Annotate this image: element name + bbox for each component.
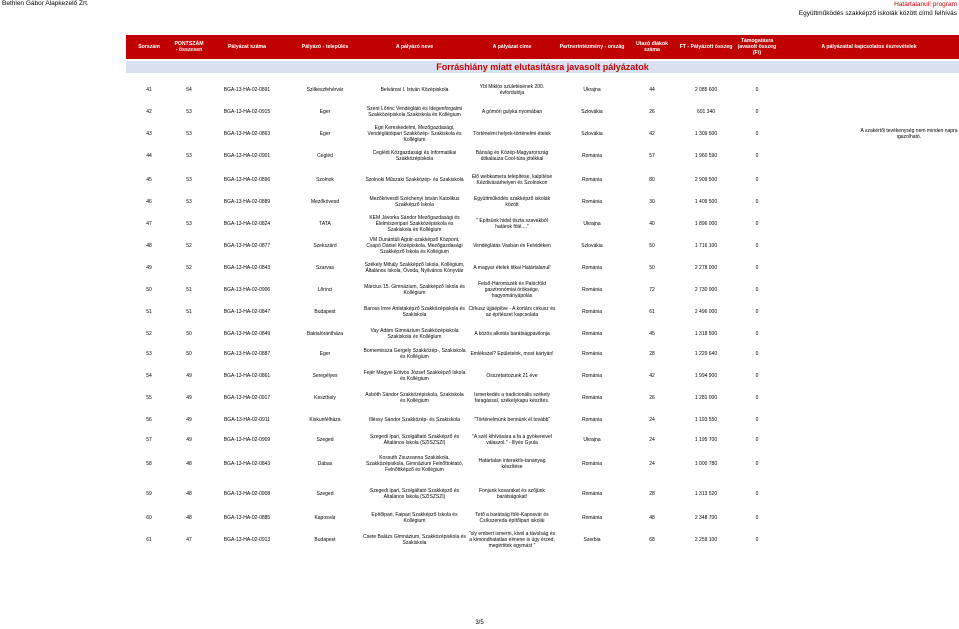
cell-students: 24	[649, 437, 655, 443]
col-header: Utazó diákok száma	[636, 41, 668, 53]
cell-support: 0	[755, 461, 759, 467]
cell-n: 61	[146, 537, 152, 543]
cell-n: 56	[146, 417, 152, 423]
cell-country: Románia	[581, 199, 602, 205]
cell-students: 28	[649, 491, 655, 497]
cell-country: Szlovákia	[581, 131, 603, 137]
cell-id: BGA-13-HA-02-0843	[223, 461, 271, 467]
table-row	[126, 102, 959, 122]
cell-pts: 49	[186, 417, 192, 423]
cell-pts: 53	[186, 109, 192, 115]
cell-city: Budapest	[314, 309, 336, 315]
cell-country: Szlovákia	[581, 109, 603, 115]
program-title: Határtalanul! program	[894, 1, 957, 8]
cell-pts: 51	[186, 309, 192, 315]
col-header: Pályázó - település	[301, 44, 349, 50]
cell-students: 80	[649, 177, 655, 183]
cell-n: 45	[146, 177, 152, 183]
cell-n: 49	[146, 265, 152, 271]
table-row	[126, 508, 959, 528]
cell-n: 53	[146, 351, 152, 357]
cell-students: 26	[649, 109, 655, 115]
cell-pts: 48	[186, 461, 192, 467]
cell-title: Emlékszel? Épületeink, most kártyán!	[470, 351, 554, 357]
cell-n: 58	[146, 461, 152, 467]
cell-pts: 48	[186, 491, 192, 497]
cell-title: Felső-Háromszék és Palócföld gasztronómiai öröksége, hagyományápolás	[478, 281, 546, 299]
cell-amount: 1 994 900	[694, 373, 718, 379]
cell-pts: 52	[186, 243, 192, 249]
cell-amount: 2 496 000	[694, 309, 718, 315]
cell-students: 42	[649, 131, 655, 137]
cell-title: "A szél kihívására a fa a gyökereivel válaszol." - Illyés Gyula	[472, 434, 552, 446]
table-row	[126, 192, 959, 212]
cell-support: 0	[755, 491, 759, 497]
cell-id: BGA-13-HA-02-0861	[223, 373, 271, 379]
cell-country: Románia	[581, 265, 602, 271]
call-subtitle: Együttműködés szakképző iskolák között című felhívás	[798, 10, 957, 17]
cell-name: KEM Jávorka Sándor Mezőgazdasági és Élelmiszeripari Szakközépiskola és Szakiskola és Kollégium	[369, 215, 460, 233]
cell-pts: 48	[186, 515, 192, 521]
table-row	[126, 280, 959, 300]
cell-title: Ybl Miklós születésének 200. évfordulója	[479, 84, 545, 96]
cell-n: 48	[146, 243, 152, 249]
cell-amount: 2 730 000	[694, 287, 718, 293]
cell-students: 72	[649, 287, 655, 293]
cell-title: "Történelmünk bennünk él tovább"	[473, 417, 551, 423]
cell-support: 0	[755, 243, 759, 249]
cell-support: 0	[755, 265, 759, 271]
cell-n: 43	[146, 131, 152, 137]
cell-city: Seregélyes	[312, 373, 338, 379]
table-row	[126, 80, 959, 100]
cell-students: 30	[649, 199, 655, 205]
cell-support: 0	[755, 437, 759, 443]
cell-support: 0	[755, 131, 759, 137]
cell-title: Élő webkamera telepítése, kalpítése Kézdivásárhelyen és Szolnokon	[471, 174, 553, 186]
cell-students: 24	[649, 417, 655, 423]
cell-support: 0	[755, 395, 759, 401]
cell-support: 0	[755, 87, 759, 93]
cell-name: Baross Imre Artistaképző Szakközépiskola és Szakiskola	[364, 306, 465, 318]
cell-name: Csete Balázs Gimnázium, Szakközépiskola és Szakiskola	[363, 534, 466, 546]
cell-support: 0	[755, 221, 759, 227]
cell-id: BGA-13-HA-02-0911	[223, 417, 271, 423]
cell-students: 26	[649, 395, 655, 401]
cell-name: Bornemissza Gergely Szakközép-, Szakiskola és Kollégium	[363, 348, 466, 360]
table-row	[126, 236, 959, 256]
cell-id: BGA-13-HA-02-0847	[223, 309, 271, 315]
reviewer-note: A szakértői tevékenység nem minden napra igazolható.	[860, 128, 958, 140]
col-header: A pályázat címe	[492, 44, 532, 50]
cell-students: 61	[649, 309, 655, 315]
cell-support: 0	[755, 309, 759, 315]
cell-country: Románia	[581, 309, 602, 315]
cell-amount: 2 085 600	[694, 87, 718, 93]
cell-pts: 50	[186, 331, 192, 337]
cell-n: 47	[146, 221, 152, 227]
cell-support: 0	[755, 515, 759, 521]
cell-amount: 1 409 500	[694, 199, 718, 205]
cell-title: Tető a barátság fölé-Kaposvár és Csíkszereda építőipari iskolái	[475, 512, 549, 524]
cell-name: Szolnoki Műszaki Szakközép- és Szakiskola	[365, 177, 464, 183]
table-row	[126, 302, 959, 322]
cell-students: 50	[649, 265, 655, 271]
cell-students: 68	[649, 537, 655, 543]
cell-name: Egri Kereskedelmi, Mezőgazdasági, Vendéglátóipari Szakközép- Szakiskola és Kollégium	[367, 125, 462, 143]
cell-n: 41	[146, 87, 152, 93]
cell-amount: 1 281 000	[694, 395, 718, 401]
cell-amount: 1 960 590	[694, 153, 718, 159]
cell-city: Keszthely	[314, 395, 336, 401]
cell-pts: 49	[186, 395, 192, 401]
cell-amount: 1 313 520	[694, 491, 718, 497]
cell-city: Eger	[319, 131, 331, 137]
cell-name: Szegedi Ipari, Szolgáltató Szakképző és Általános Iskola (SZISZSZI)	[369, 488, 460, 500]
cell-students: 24	[649, 461, 655, 467]
cell-name: Fejér Megyei Eötvös József Szakképző Iskola és Kollégium	[363, 370, 466, 382]
cell-country: Románia	[581, 373, 602, 379]
table-row	[126, 530, 959, 550]
col-header: A pályázó neve	[395, 44, 434, 50]
cell-amount: 1 318 500	[694, 331, 718, 337]
cell-support: 0	[755, 287, 759, 293]
cell-city: Szilkeszfehérvár	[306, 87, 344, 93]
cell-name: Ceglédi Közgazdasági és Informatikai Szakközépiskola	[372, 150, 457, 162]
col-header: FT - Pályázott összeg	[679, 44, 733, 50]
cell-name: Vay Ádám Gimnázium Szakközépiskola Szakiskola és Kollégium	[370, 328, 459, 340]
cell-support: 0	[755, 331, 759, 337]
section-title: Forráshiány miatt elutasításra javasolt pályázatok	[126, 61, 959, 73]
cell-city: Eger	[319, 109, 331, 115]
col-header: A pályázattal kapcsolatos észrevételek	[821, 44, 917, 50]
cell-n: 44	[146, 153, 152, 159]
cell-id: BGA-13-HA-02-0906	[223, 287, 271, 293]
cell-n: 59	[146, 491, 152, 497]
cell-country: Románia	[581, 395, 602, 401]
table-header	[126, 35, 959, 59]
cell-id: BGA-13-HA-02-0891	[223, 87, 271, 93]
cell-students: 57	[649, 153, 655, 159]
cell-country: Románia	[581, 287, 602, 293]
cell-title: Vendéglátás Vasban és Felvidéken	[473, 243, 551, 249]
col-header: Támogatásra javasolt összeg (Ft)	[737, 38, 777, 56]
cell-title: Összetartozunk 21 éve	[486, 373, 538, 379]
cell-students: 45	[649, 331, 655, 337]
table-row	[126, 430, 959, 450]
cell-support: 0	[755, 153, 759, 159]
table-row	[126, 258, 959, 278]
cell-students: 28	[649, 351, 655, 357]
cell-country: Ukrajna	[583, 221, 601, 227]
cell-title: A közös alkotás barátságpavilonja	[474, 331, 550, 337]
cell-support: 0	[755, 417, 759, 423]
cell-pts: 53	[186, 131, 192, 137]
cell-id: BGA-13-HA-02-0863	[223, 131, 271, 137]
cell-pts: 50	[186, 351, 192, 357]
cell-students: 48	[649, 515, 655, 521]
cell-country: Ukrajna	[583, 87, 601, 93]
cell-amount: 2 909 500	[694, 177, 718, 183]
col-header: Partnerintézmény - ország	[559, 44, 625, 50]
cell-amount: 1 229 640	[694, 351, 718, 357]
cell-n: 46	[146, 199, 152, 205]
cell-title: Cirkusz újjáépítve - A kortárs cirkusz és az építészet kapcsolata	[468, 306, 556, 318]
cell-n: 51	[146, 309, 152, 315]
cell-name: Március 15. Gimnázium, Szakképző Iskola és Kollégium	[364, 284, 465, 296]
cell-support: 0	[755, 537, 759, 543]
cell-n: 55	[146, 395, 152, 401]
cell-name: Építőipari, Faipari Szakképző Iskola és Kollégium	[371, 512, 458, 524]
cell-n: 52	[146, 331, 152, 337]
cell-support: 0	[755, 351, 759, 357]
cell-support: 0	[755, 109, 759, 115]
cell-country: Románia	[581, 351, 602, 357]
page-number: 3/5	[475, 620, 484, 626]
cell-pts: 49	[186, 373, 192, 379]
cell-amount: 1 896 000	[694, 221, 718, 227]
cell-pts: 53	[186, 177, 192, 183]
cell-city: Szeged	[316, 491, 334, 497]
cell-id: BGA-13-HA-02-0885	[223, 515, 271, 521]
cell-id: BGA-13-HA-02-0913	[223, 537, 271, 543]
cell-amount: 2 278 000	[694, 265, 718, 271]
cell-name: Asbóth Sándor Szakközépiskola, Szakiskola és Kollégium	[365, 392, 464, 404]
cell-country: Szlovákia	[581, 243, 603, 249]
cell-title: Fonjunk kosarakat és szőjünk barátságokat!	[479, 488, 545, 500]
cell-amount: 2 348 700	[694, 515, 718, 521]
cell-country: Románia	[581, 515, 602, 521]
table-row	[126, 450, 959, 478]
table-row	[126, 170, 959, 190]
cell-pts: 51	[186, 287, 192, 293]
cell-n: 42	[146, 109, 152, 115]
cell-id: BGA-13-HA-02-0917	[223, 395, 271, 401]
cell-city: Eger	[319, 351, 331, 357]
cell-city: Szolnok	[316, 177, 334, 183]
cell-id: BGA-13-HA-02-0849	[223, 331, 271, 337]
cell-id: BGA-13-HA-02-0909	[223, 437, 271, 443]
cell-id: BGA-13-HA-02-0824	[223, 221, 271, 227]
company-name: Bethlen Gábor Alapkezelő Zrt.	[2, 0, 89, 7]
cell-n: 60	[146, 515, 152, 521]
cell-title: A gömöri gulyka nyomában	[481, 109, 543, 115]
cell-id: BGA-13-HA-02-0877	[223, 243, 271, 249]
cell-pts: 53	[186, 221, 192, 227]
cell-name: Szent Lőrinc Vendéglátó és Idegenforgalmi Szakközépiskola,Szakiskola és Kollégium	[366, 106, 463, 118]
cell-title: Történelmi helyek-történelmi ételek	[473, 131, 551, 137]
cell-id: BGA-13-HA-02-0901	[223, 153, 271, 159]
cell-id: BGA-13-HA-02-0908	[223, 491, 271, 497]
cell-pts: 49	[186, 437, 192, 443]
cell-city: Szeged	[316, 437, 334, 443]
page-header-right	[799, 0, 957, 18]
cell-students: 44	[649, 87, 655, 93]
cell-name: VM Dunántúli Agrár-szakképző Központ, Csapó Dániel Középiskola, Mezőgazdasági Szakképző Iskola és Kollégium	[366, 237, 463, 255]
cell-pts: 53	[186, 199, 192, 205]
cell-country: Románia	[581, 331, 602, 337]
cell-city: Kiskunfélháza	[309, 417, 341, 423]
cell-title: Együttműködés szakképző iskolák között	[473, 196, 551, 208]
cell-city: Mezőkövesd	[310, 199, 340, 205]
cell-name: Belvárosi I. István Középiskola	[380, 87, 449, 93]
cell-city: Lőrinci	[317, 287, 333, 293]
cell-country: Szerbia	[583, 537, 601, 543]
cell-title: " Építsünk hidat tiszta szavakból határok fölé...."	[476, 218, 548, 230]
table-row	[126, 214, 959, 234]
cell-id: BGA-13-HA-02-0887	[223, 351, 271, 357]
cell-amount: 1 195 700	[694, 437, 718, 443]
cell-n: 50	[146, 287, 152, 293]
cell-id: BGA-13-HA-02-0915	[223, 109, 271, 115]
cell-country: Románia	[581, 177, 602, 183]
cell-city: Dabas	[317, 461, 333, 467]
cell-name: Illéssy Sándor Szakközép- és Szakiskola	[369, 417, 460, 423]
cell-country: Románia	[581, 153, 602, 159]
cell-city: Baktalórántháza	[306, 331, 344, 337]
table-row	[126, 388, 959, 408]
cell-title: Ismerkedés a tradicionális székely faragással, székelykapu készítés.	[474, 392, 550, 404]
cell-support: 0	[755, 199, 759, 205]
cell-amount: 1 193 550	[694, 417, 718, 423]
table-row	[126, 324, 959, 344]
cell-n: 54	[146, 373, 152, 379]
cell-amount: 1 716 100	[694, 243, 718, 249]
col-header: Sorszám	[138, 44, 160, 50]
cell-name: Kossuth Zsuzsanna Szakiskola, Szakközépiskola, Gimnázium Felnőttoktató, Felnőttképző és Kollégium	[366, 455, 463, 473]
cell-id: BGA-13-HA-02-0896	[223, 177, 271, 183]
cell-amount: 2 259 100	[694, 537, 718, 543]
cell-country: Románia	[581, 461, 602, 467]
table-row	[126, 146, 959, 166]
cell-city: Kaposvár	[314, 515, 336, 521]
cell-city: Szekszárd	[313, 243, 337, 249]
cell-n: 57	[146, 437, 152, 443]
table-row	[126, 410, 959, 430]
table-row	[126, 344, 959, 364]
cell-name: Mezőkövesdi Széchenyi István Katolikus Szakképző Iskola	[369, 196, 460, 208]
cell-pts: 53	[186, 153, 192, 159]
cell-students: 50	[649, 243, 655, 249]
table-row	[126, 366, 959, 386]
cell-title: Határtalan interaktív-tananyag készítése	[478, 458, 546, 470]
table-row	[126, 124, 959, 144]
cell-amount: 1 309 500	[694, 131, 718, 137]
cell-name: Székely Mihály Szakképző Iskola, Kollégium, Általános Iskola, Óvoda, Nyilvános Könyvtár	[364, 262, 465, 274]
cell-city: Cegléd	[317, 153, 333, 159]
cell-country: Ukrajna	[583, 437, 601, 443]
cell-title: "oly embert ismerni, kivel a távolság és a kimondhatatlan elmene is úgy érzed, megértitek egymást "	[468, 531, 556, 549]
cell-amount: 601 340	[696, 109, 716, 115]
cell-students: 40	[649, 221, 655, 227]
cell-support: 0	[755, 177, 759, 183]
cell-country: Románia	[581, 417, 602, 423]
col-header: Pályázat száma	[227, 44, 267, 50]
cell-amount: 1 000 780	[694, 461, 718, 467]
table-row	[126, 484, 959, 504]
cell-country: Románia	[581, 491, 602, 497]
cell-pts: 54	[186, 87, 192, 93]
cell-pts: 52	[186, 265, 192, 271]
cell-title: A magyar ételek titkai Határtalanul!	[473, 265, 551, 271]
cell-id: BGA-13-HA-02-0889	[223, 199, 271, 205]
cell-city: TATA	[319, 221, 331, 227]
cell-support: 0	[755, 373, 759, 379]
col-header: PONTSZÁM - összesen	[174, 41, 204, 53]
cell-name: Szegedi Ipari, Szolgáltató Szakképző és Általános Iskola (SZISZSZI)	[369, 434, 460, 446]
cell-pts: 47	[186, 537, 192, 543]
cell-title: Bánság és Közép-Magyarország útikalauza Cool-túra jótékkal	[475, 150, 549, 162]
cell-id: BGA-13-HA-02-0843	[223, 265, 271, 271]
cell-city: Szarvas	[315, 265, 335, 271]
cell-city: Budapest	[314, 537, 336, 543]
cell-students: 42	[649, 373, 655, 379]
